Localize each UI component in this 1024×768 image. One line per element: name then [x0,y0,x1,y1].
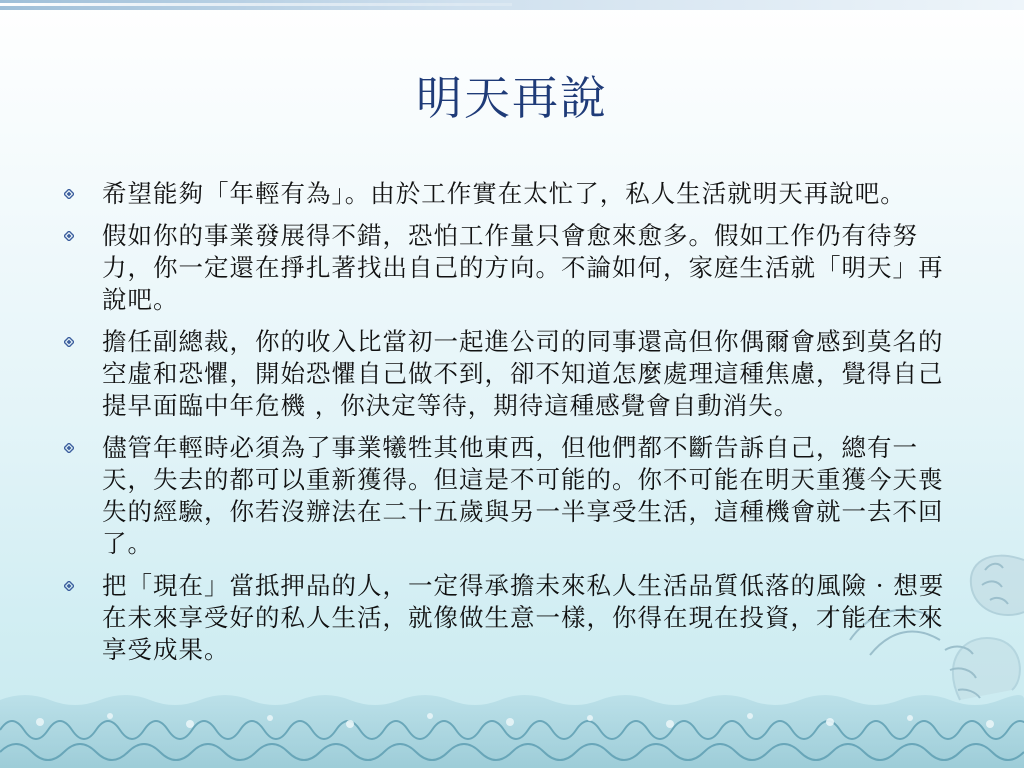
bullet-item [60,432,965,560]
diamond-bullet-icon [64,337,74,347]
diamond-bullet-icon [64,189,74,199]
bullet-list [60,178,965,676]
wave-band [0,695,1024,768]
bullet-text: 希望能夠「年輕有為」。由於工作實在太忙了，私人生活就明天再說吧。 [102,179,906,208]
diamond-bullet-icon [64,443,74,453]
bullet-item [60,220,965,316]
bullet-text: 假如你的事業發展得不錯，恐怕工作量只會愈來愈多。假如工作仍有待努力，你一定還在掙扎著找出自己的方向。不論如何，家庭生活就「明天」再說吧。 [102,221,944,314]
bullet-text: 把「現在」當抵押品的人，一定得承擔未來私人生活品質低落的風險 · 想要在未來享受好的私人生活，就像做生意一樣，你得在現在投資，才能在未來享受成果。 [102,571,945,664]
bullet-item [60,178,965,210]
slide-title: 明天再說 [416,71,608,125]
bullet-item [60,570,965,666]
diamond-bullet-icon [64,581,74,591]
top-accent-band [0,0,1024,10]
bullet-text: 儘管年輕時必須為了事業犧牲其他東西，但他們都不斷告訴自己，總有一天，失去的都可以重新獲得。但這是不可能的。你不可能在明天重獲今天喪失的經驗，你若沒辦法在二十五歲與另一半享受生活，這種機會就一去不回了。 [102,433,944,558]
bullet-item [60,326,965,422]
bullet-text: 擔任副總裁，你的收入比當初一起進公司的同事還高但你偶爾會感到莫名的空虛和恐懼，開始恐懼自己做不到，卻不知道怎麼處理這種焦慮，覺得自己提早面臨中年危機 ，你決定等待，期待這種感覺會自動消失。 [102,327,944,420]
diamond-bullet-icon [64,231,74,241]
